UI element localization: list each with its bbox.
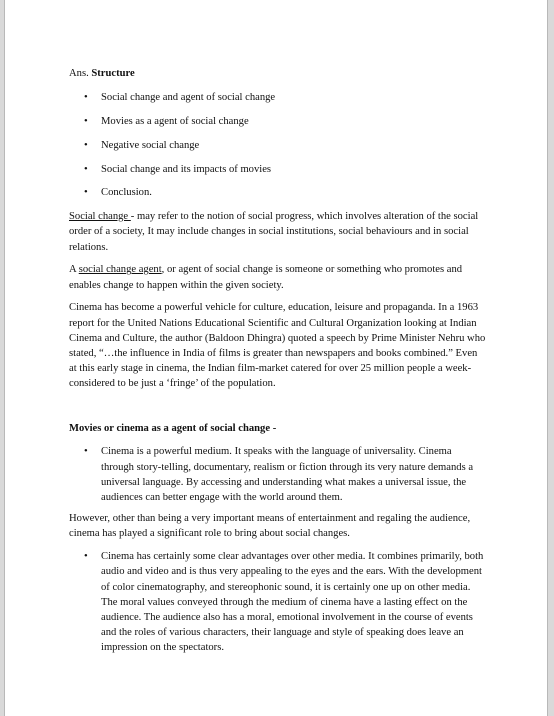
section-spacer: [69, 399, 486, 421]
bullet-icon: •: [84, 446, 88, 458]
list-item: [69, 444, 486, 505]
outline-item: [69, 90, 486, 105]
paragraph-text: - may refer to the notion of social progress, which involves alteration of the social order of a society, It may include changes in social institutions, social behaviours and in social relations.: [69, 211, 479, 253]
outline-item-text: Conclusion.: [101, 187, 152, 199]
outline-item: [69, 185, 486, 200]
bullet-list-1: [69, 444, 486, 505]
term-social-change: Social change: [69, 211, 131, 223]
document-content: [69, 66, 486, 662]
paragraph-text: , or agent of social change is someone or something who promotes and enables change to happen within the given society.: [69, 264, 463, 291]
paragraph-social-change: [69, 209, 486, 255]
bullet-icon: •: [84, 92, 88, 104]
bullet-icon: •: [84, 116, 88, 127]
answer-prefix: Ans.: [69, 68, 92, 79]
answer-title: Structure: [91, 68, 135, 79]
list-item-text: Cinema is a powerful medium. It speaks with the language of universality. Cinema through story-telling, documentary, realism or fiction through its very nature demands a universal language. By accessing and understanding what makes a universal issue, the audiences can better engage with the world around them.: [101, 446, 474, 504]
paragraph-prefix: A: [69, 264, 79, 276]
outline-item-text: Negative social change: [101, 139, 200, 151]
answer-heading: [69, 66, 486, 81]
structure-outline: [69, 90, 486, 200]
bullet-icon: •: [84, 551, 88, 563]
outline-item: [69, 138, 486, 153]
outline-item-text: Social change and its impacts of movies: [101, 163, 272, 175]
bullet-list-2: [69, 549, 486, 655]
paragraph-change-agent: [69, 262, 486, 292]
bullet-icon: •: [84, 139, 88, 151]
list-item-text: Cinema has certainly some clear advantages over other media. It combines primarily, both audio and video and is thus very appealing to the eyes and the ears. With the development of color cinematography, and stereophonic sound, it is certainly one up on other media. The moral values conveyed through the medium of cinema have a lasting effect on the audience. The audience also has a moral, emotional involvement in the course of events and the roles of various characters, their language and style of speaking does leave an impression on the spectators.: [101, 551, 484, 654]
outline-item-text: Social change and agent of social change: [101, 92, 276, 104]
section-heading: Movies or cinema as a agent of social change -: [69, 423, 277, 435]
term-social-change-agent: social change agent: [78, 264, 162, 276]
outline-item-text: Movies as a agent of social change: [101, 116, 249, 127]
bullet-icon: •: [84, 187, 88, 199]
outline-item: [69, 162, 486, 177]
paragraph-cinema-vehicle: Cinema has become a powerful vehicle for culture, education, leisure and propaganda. In a 1963 report for the United Nations Educational Scientific and Cultural Organization looking at Indian Cinema and Culture, the author (Baldoon Dhingra) quoted a speech by Prime Minister Nehru who stated, “…the influence in India of films is greater than newspapers and books combined.” Even at this early stage in cinema, the Indian film-market catered for over 25 million people a week- considered to be just a ‘fringe’ of the population.: [69, 302, 486, 390]
bullet-icon: •: [84, 163, 88, 175]
document-page: [4, 0, 548, 716]
outline-item: [69, 114, 486, 129]
list-item: [69, 549, 486, 655]
paragraph-however: However, other than being a very important means of entertainment and regaling the audience, cinema has played a significant role to bring about social changes.: [69, 513, 471, 540]
